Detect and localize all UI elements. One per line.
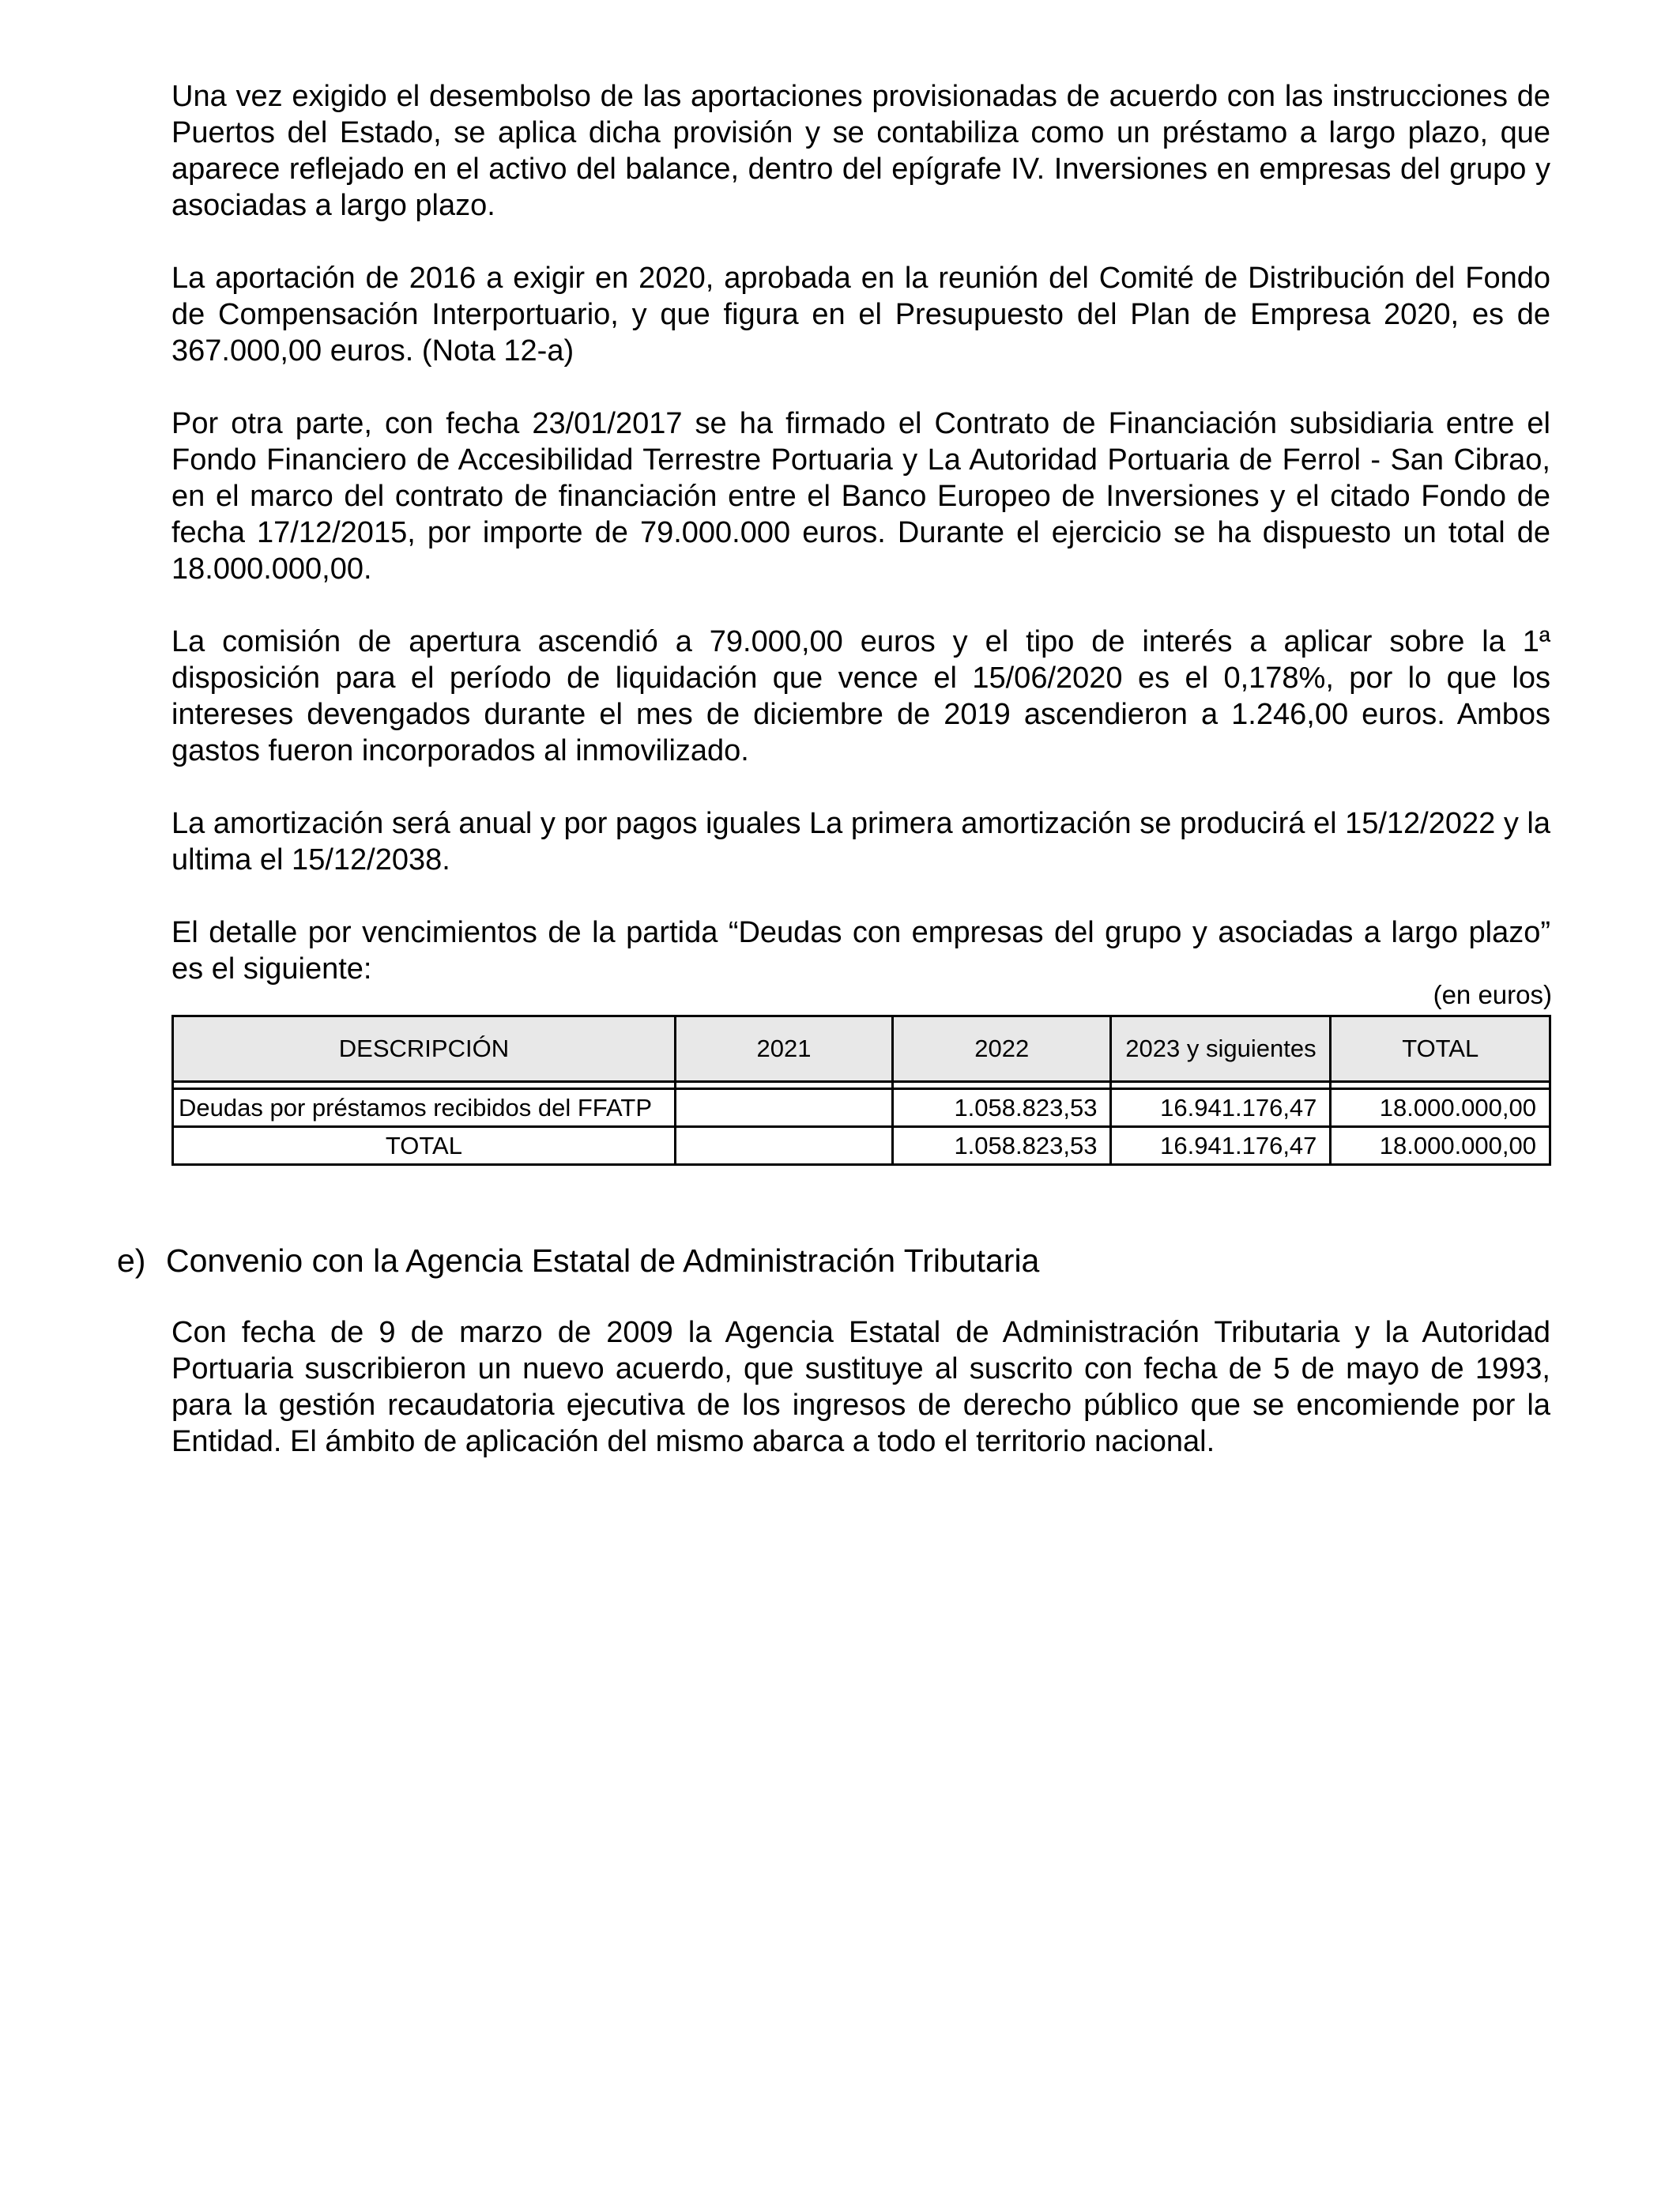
table-total-row: [173, 1127, 1550, 1165]
table-row: [173, 1089, 1550, 1127]
paragraph-comision-apertura: La comisión de apertura ascendió a 79.000,00 euros y el tipo de interés a aplicar sobre la 1ª disposición para el período de liquidación que vence el 15/06/2020 es el 0,178%, por lo que los intereses devengados durante el mes de diciembre de 2019 ascendieron a 1.246,00 euros. Ambos gastos fueron incorporados al inmovilizado.: [171, 625, 1550, 767]
total-label: TOTAL: [173, 1127, 676, 1165]
section-label: e): [117, 1242, 146, 1279]
paragraph-detalle-vencimientos: El detalle por vencimientos de la partida “Deudas con empresas del grupo y asociadas a largo plazo” es el siguiente:: [171, 916, 1550, 986]
paragraph-amortizacion: La amortización será anual y por pagos iguales La primera amortización se producirá el 15/12/2022 y la ultima el 15/12/2038.: [171, 807, 1550, 876]
cell-2021: [675, 1089, 892, 1127]
paragraph-convenio-aeat: Con fecha de 9 de marzo de 2009 la Agencia Estatal de Administración Tributaria y la Autoridad Portuaria suscribieron un nuevo acuerdo, que sustituye al suscrito con fecha de 5 de mayo de 1993, para la gestión recaudatoria ejecutiva de los ingresos de derecho público que se encomiende por la Entidad. El ámbito de aplicación del mismo abarca a todo el territorio nacional.: [171, 1316, 1550, 1458]
table-unit-note: (en euros): [1433, 980, 1552, 1009]
cell-2022: 1.058.823,53: [893, 1089, 1111, 1127]
paragraph-aportacion-2016: La aportación de 2016 a exigir en 2020, aprobada en la reunión del Comité de Distribución del Fondo de Compensación Interportuario, y que figura en el Presupuesto del Plan de Empresa 2020, es de 367.000,00 euros. (Nota 12-a): [171, 262, 1550, 368]
header-2021: 2021: [675, 1016, 892, 1082]
total-2021: [675, 1127, 892, 1165]
paragraph-contrato-financiacion: Por otra parte, con fecha 23/01/2017 se ha firmado el Contrato de Financiación subsidiaria entre el Fondo Financiero de Accesibilidad Terrestre Portuaria y La Autoridad Portuaria de Ferrol - San Cibrao, en el marco del contrato de financiación entre el Banco Europeo de Inversiones y el citado Fondo de fecha 17/12/2015, por importe de 79.000.000 euros. Durante el ejercicio se ha dispuesto un total de 18.000.000,00.: [171, 407, 1550, 586]
section-title: Convenio con la Agencia Estatal de Administración Tributaria: [166, 1242, 1040, 1279]
table-header-row: [173, 1016, 1550, 1082]
cell-total: 18.000.000,00: [1331, 1089, 1550, 1127]
section-heading-convenio: [117, 1241, 1039, 1280]
cell-2023-siguientes: 16.941.176,47: [1111, 1089, 1331, 1127]
total-2022: 1.058.823,53: [893, 1127, 1111, 1165]
table-spacer: [173, 1082, 1550, 1089]
cell-descripcion: Deudas por préstamos recibidos del FFATP: [173, 1089, 676, 1127]
maturity-table: [171, 1015, 1551, 1166]
paragraph-desembolso: Una vez exigido el desembolso de las aportaciones provisionadas de acuerdo con las instrucciones de Puertos del Estado, se aplica dicha provisión y se contabiliza como un préstamo a largo plazo, que aparece reflejado en el activo del balance, dentro del epígrafe IV. Inversiones en empresas del grupo y asociadas a largo plazo.: [171, 80, 1550, 222]
header-descripcion: DESCRIPCIÓN: [173, 1016, 676, 1082]
header-2022: 2022: [893, 1016, 1111, 1082]
header-2023-siguientes: 2023 y siguientes: [1111, 1016, 1331, 1082]
header-total: TOTAL: [1331, 1016, 1550, 1082]
total-total: 18.000.000,00: [1331, 1127, 1550, 1165]
total-2023-siguientes: 16.941.176,47: [1111, 1127, 1331, 1165]
